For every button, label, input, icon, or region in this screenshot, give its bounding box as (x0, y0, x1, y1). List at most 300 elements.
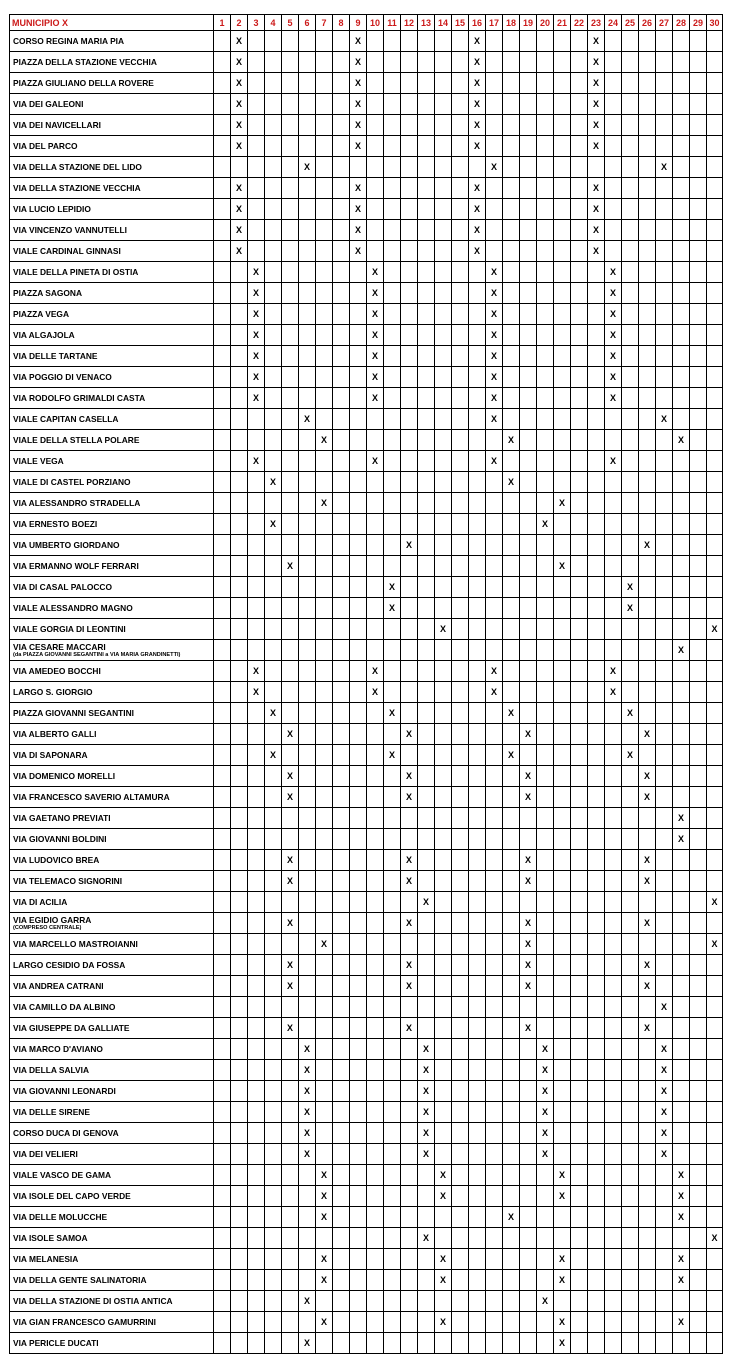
schedule-cell (622, 1123, 639, 1144)
schedule-cell (350, 1144, 367, 1165)
schedule-cell (690, 682, 707, 703)
schedule-cell (316, 1123, 333, 1144)
schedule-mark: X (248, 304, 265, 325)
schedule-cell (707, 766, 723, 787)
schedule-cell (418, 1312, 435, 1333)
schedule-cell (520, 1249, 537, 1270)
schedule-cell (503, 640, 520, 661)
schedule-cell (520, 31, 537, 52)
street-name-cell (10, 472, 214, 493)
schedule-cell (469, 367, 486, 388)
schedule-mark: X (367, 661, 384, 682)
schedule-cell (588, 346, 605, 367)
schedule-mark: X (282, 955, 299, 976)
schedule-cell (673, 1018, 690, 1039)
schedule-cell (282, 178, 299, 199)
schedule-cell (656, 94, 673, 115)
schedule-cell (367, 1291, 384, 1312)
schedule-cell (350, 913, 367, 934)
schedule-cell (248, 976, 265, 997)
street-name: LARGO S. GIORGIO (13, 686, 93, 697)
schedule-cell (605, 1228, 622, 1249)
schedule-cell (452, 52, 469, 73)
schedule-mark: X (282, 871, 299, 892)
schedule-cell (588, 640, 605, 661)
schedule-cell (418, 934, 435, 955)
schedule-mark: X (401, 976, 418, 997)
table-row (10, 766, 723, 787)
street-name-cell (10, 1102, 214, 1123)
schedule-cell (214, 598, 231, 619)
schedule-cell (452, 451, 469, 472)
schedule-cell (639, 1270, 656, 1291)
schedule-cell (367, 1228, 384, 1249)
street-name-cell (10, 220, 214, 241)
schedule-cell (571, 31, 588, 52)
street-name: VIA LUDOVICO BREA (13, 854, 100, 865)
table-row (10, 598, 723, 619)
schedule-cell (622, 661, 639, 682)
schedule-cell (282, 640, 299, 661)
schedule-cell (486, 199, 503, 220)
schedule-cell (673, 535, 690, 556)
schedule-cell (231, 640, 248, 661)
schedule-cell (401, 1249, 418, 1270)
schedule-cell (384, 1312, 401, 1333)
schedule-cell (707, 1081, 723, 1102)
schedule-cell (299, 703, 316, 724)
schedule-cell (605, 976, 622, 997)
schedule-cell (503, 1144, 520, 1165)
street-name-cell (10, 304, 214, 325)
day-header-19: 19 (520, 15, 537, 31)
schedule-cell (639, 178, 656, 199)
schedule-cell (673, 514, 690, 535)
schedule-cell (537, 409, 554, 430)
schedule-mark: X (401, 1018, 418, 1039)
schedule-cell (350, 892, 367, 913)
schedule-cell (282, 94, 299, 115)
schedule-cell (282, 1333, 299, 1354)
schedule-cell (571, 325, 588, 346)
schedule-cell (401, 283, 418, 304)
schedule-cell (299, 556, 316, 577)
schedule-cell (571, 745, 588, 766)
schedule-cell (248, 640, 265, 661)
schedule-cell (333, 1060, 350, 1081)
schedule-cell (231, 1186, 248, 1207)
schedule-cell (435, 430, 452, 451)
schedule-cell (622, 367, 639, 388)
schedule-cell (384, 787, 401, 808)
schedule-cell (588, 1165, 605, 1186)
schedule-cell (605, 1333, 622, 1354)
schedule-cell (231, 1312, 248, 1333)
schedule-cell (588, 1018, 605, 1039)
day-header-8: 8 (333, 15, 350, 31)
schedule-mark: X (656, 409, 673, 430)
schedule-cell (401, 73, 418, 94)
schedule-cell (537, 388, 554, 409)
schedule-cell (316, 535, 333, 556)
schedule-cell (486, 955, 503, 976)
schedule-cell (690, 1060, 707, 1081)
schedule-cell (401, 94, 418, 115)
schedule-mark: X (418, 892, 435, 913)
schedule-cell (333, 430, 350, 451)
schedule-cell (214, 745, 231, 766)
schedule-mark: X (316, 1312, 333, 1333)
schedule-cell (350, 451, 367, 472)
schedule-cell (384, 199, 401, 220)
schedule-cell (214, 1186, 231, 1207)
schedule-cell (520, 808, 537, 829)
schedule-cell (690, 241, 707, 262)
schedule-cell (571, 1165, 588, 1186)
street-name-cell (10, 1144, 214, 1165)
schedule-mark: X (588, 220, 605, 241)
schedule-cell (605, 73, 622, 94)
schedule-mark: X (401, 787, 418, 808)
schedule-cell (265, 409, 282, 430)
schedule-cell (333, 598, 350, 619)
schedule-cell (520, 451, 537, 472)
schedule-cell (435, 52, 452, 73)
schedule-cell (639, 1249, 656, 1270)
schedule-cell (554, 1123, 571, 1144)
schedule-cell (656, 955, 673, 976)
schedule-cell (690, 577, 707, 598)
schedule-cell (605, 178, 622, 199)
street-name-cell (10, 1270, 214, 1291)
schedule-cell (673, 451, 690, 472)
schedule-cell (605, 808, 622, 829)
schedule-cell (571, 346, 588, 367)
schedule-cell (690, 1123, 707, 1144)
schedule-cell (452, 1270, 469, 1291)
schedule-cell (333, 115, 350, 136)
schedule-mark: X (503, 472, 520, 493)
schedule-cell (248, 913, 265, 934)
table-row (10, 1060, 723, 1081)
schedule-cell (367, 1018, 384, 1039)
schedule-cell (486, 640, 503, 661)
schedule-cell (690, 157, 707, 178)
schedule-cell (282, 598, 299, 619)
schedule-mark: X (639, 1018, 656, 1039)
schedule-cell (503, 304, 520, 325)
schedule-cell (265, 1039, 282, 1060)
schedule-cell (673, 787, 690, 808)
schedule-cell (605, 598, 622, 619)
schedule-cell (469, 703, 486, 724)
street-name-cell (10, 724, 214, 745)
schedule-cell (452, 1081, 469, 1102)
schedule-cell (452, 640, 469, 661)
schedule-cell (401, 451, 418, 472)
schedule-cell (214, 514, 231, 535)
schedule-cell (656, 115, 673, 136)
schedule-cell (316, 1102, 333, 1123)
schedule-cell (605, 955, 622, 976)
day-header-23: 23 (588, 15, 605, 31)
schedule-cell (673, 367, 690, 388)
schedule-cell (673, 262, 690, 283)
schedule-mark: X (401, 871, 418, 892)
schedule-cell (248, 493, 265, 514)
schedule-cell (265, 220, 282, 241)
schedule-cell (299, 472, 316, 493)
schedule-cell (231, 703, 248, 724)
schedule-mark: X (588, 199, 605, 220)
schedule-cell (690, 535, 707, 556)
schedule-cell (299, 283, 316, 304)
schedule-mark: X (673, 829, 690, 850)
schedule-mark: X (435, 1249, 452, 1270)
schedule-cell (605, 1165, 622, 1186)
schedule-cell (214, 619, 231, 640)
schedule-cell (333, 787, 350, 808)
schedule-cell (673, 745, 690, 766)
schedule-cell (690, 514, 707, 535)
schedule-cell (333, 304, 350, 325)
schedule-cell (673, 703, 690, 724)
street-name: VIA DEI GALEONI (13, 98, 84, 109)
schedule-cell (469, 1102, 486, 1123)
schedule-cell (554, 1228, 571, 1249)
schedule-cell (707, 535, 723, 556)
day-header-2: 2 (231, 15, 248, 31)
schedule-cell (469, 283, 486, 304)
schedule-mark: X (588, 136, 605, 157)
schedule-cell (350, 535, 367, 556)
schedule-cell (656, 850, 673, 871)
schedule-cell (707, 1165, 723, 1186)
schedule-cell (605, 409, 622, 430)
street-name: VIA RODOLFO GRIMALDI CASTA (13, 392, 146, 403)
schedule-cell (214, 451, 231, 472)
street-name: VIA DELLA GENTE SALINATORIA (13, 1274, 147, 1285)
schedule-cell (299, 73, 316, 94)
schedule-cell (486, 976, 503, 997)
schedule-cell (520, 136, 537, 157)
schedule-cell (673, 199, 690, 220)
schedule-cell (520, 283, 537, 304)
schedule-cell (418, 997, 435, 1018)
schedule-cell (537, 640, 554, 661)
schedule-cell (486, 535, 503, 556)
schedule-cell (520, 367, 537, 388)
schedule-cell (214, 682, 231, 703)
schedule-cell (299, 640, 316, 661)
schedule-cell (282, 304, 299, 325)
street-name: VIA DEL PARCO (13, 140, 78, 151)
schedule-cell (554, 115, 571, 136)
schedule-cell (690, 199, 707, 220)
schedule-cell (435, 1228, 452, 1249)
schedule-mark: X (282, 913, 299, 934)
schedule-cell (418, 577, 435, 598)
schedule-mark: X (486, 304, 503, 325)
schedule-mark: X (639, 850, 656, 871)
schedule-cell (588, 514, 605, 535)
schedule-cell (469, 262, 486, 283)
schedule-cell (503, 1102, 520, 1123)
schedule-cell (554, 724, 571, 745)
schedule-cell (401, 598, 418, 619)
schedule-cell (588, 1144, 605, 1165)
schedule-mark: X (299, 1102, 316, 1123)
schedule-cell (435, 493, 452, 514)
schedule-cell (690, 73, 707, 94)
schedule-cell (350, 1186, 367, 1207)
street-name: LARGO CESIDIO DA FOSSA (13, 959, 126, 970)
street-name: VIA DELLE MOLUCCHE (13, 1211, 108, 1222)
schedule-cell (639, 1228, 656, 1249)
schedule-cell (605, 535, 622, 556)
schedule-cell (486, 619, 503, 640)
schedule-mark: X (350, 199, 367, 220)
schedule-cell (214, 430, 231, 451)
street-name-cell (10, 703, 214, 724)
schedule-cell (554, 787, 571, 808)
schedule-cell (231, 1333, 248, 1354)
street-name-cell (10, 199, 214, 220)
schedule-cell (469, 325, 486, 346)
schedule-mark: X (418, 1060, 435, 1081)
schedule-cell (299, 850, 316, 871)
table-row (10, 451, 723, 472)
schedule-cell (639, 115, 656, 136)
schedule-cell (350, 976, 367, 997)
schedule-cell (452, 661, 469, 682)
schedule-cell (214, 892, 231, 913)
schedule-cell (588, 283, 605, 304)
schedule-cell (367, 934, 384, 955)
street-name-cell (10, 535, 214, 556)
schedule-cell (707, 808, 723, 829)
schedule-mark: X (605, 304, 622, 325)
schedule-cell (452, 73, 469, 94)
schedule-cell (554, 619, 571, 640)
schedule-cell (435, 640, 452, 661)
schedule-cell (452, 1060, 469, 1081)
schedule-cell (282, 934, 299, 955)
schedule-cell (486, 997, 503, 1018)
table-row (10, 1081, 723, 1102)
schedule-cell (231, 892, 248, 913)
schedule-cell (605, 136, 622, 157)
schedule-cell (265, 535, 282, 556)
schedule-cell (452, 871, 469, 892)
schedule-cell (673, 913, 690, 934)
schedule-cell (401, 367, 418, 388)
schedule-cell (469, 1207, 486, 1228)
schedule-cell (537, 283, 554, 304)
schedule-cell (248, 808, 265, 829)
schedule-cell (571, 703, 588, 724)
schedule-cell (486, 472, 503, 493)
schedule-cell (520, 1312, 537, 1333)
street-name: VIA ISOLE SAMOA (13, 1232, 88, 1243)
schedule-cell (384, 661, 401, 682)
schedule-cell (571, 367, 588, 388)
schedule-cell (486, 850, 503, 871)
schedule-cell (520, 745, 537, 766)
schedule-cell (265, 1228, 282, 1249)
schedule-mark: X (707, 1228, 723, 1249)
schedule-cell (214, 787, 231, 808)
schedule-cell (486, 598, 503, 619)
schedule-mark: X (673, 1312, 690, 1333)
schedule-cell (248, 1333, 265, 1354)
schedule-cell (486, 892, 503, 913)
schedule-cell (333, 745, 350, 766)
schedule-cell (469, 682, 486, 703)
schedule-cell (299, 31, 316, 52)
schedule-cell (248, 199, 265, 220)
schedule-cell (350, 829, 367, 850)
schedule-cell (690, 703, 707, 724)
schedule-cell (554, 94, 571, 115)
schedule-cell (265, 1207, 282, 1228)
table-row (10, 724, 723, 745)
schedule-cell (418, 367, 435, 388)
schedule-cell (282, 535, 299, 556)
schedule-cell (265, 682, 282, 703)
schedule-mark: X (316, 1270, 333, 1291)
schedule-cell (571, 136, 588, 157)
schedule-cell (384, 1291, 401, 1312)
schedule-mark: X (520, 955, 537, 976)
schedule-cell (656, 535, 673, 556)
schedule-cell (503, 1291, 520, 1312)
schedule-cell (571, 1039, 588, 1060)
schedule-cell (265, 661, 282, 682)
schedule-cell (639, 1123, 656, 1144)
schedule-mark: X (469, 73, 486, 94)
schedule-sheet (9, 14, 723, 1354)
schedule-cell (231, 514, 248, 535)
schedule-cell (622, 136, 639, 157)
schedule-cell (571, 1081, 588, 1102)
schedule-cell (673, 241, 690, 262)
schedule-cell (537, 451, 554, 472)
schedule-cell (401, 1039, 418, 1060)
schedule-cell (265, 73, 282, 94)
schedule-cell (231, 1039, 248, 1060)
schedule-cell (384, 430, 401, 451)
street-name-cell (10, 136, 214, 157)
schedule-cell (299, 829, 316, 850)
schedule-mark: X (520, 1018, 537, 1039)
schedule-cell (350, 682, 367, 703)
schedule-cell (231, 661, 248, 682)
schedule-cell (350, 1312, 367, 1333)
schedule-cell (520, 997, 537, 1018)
schedule-cell (503, 1228, 520, 1249)
schedule-cell (656, 220, 673, 241)
schedule-cell (248, 892, 265, 913)
schedule-cell (316, 262, 333, 283)
schedule-cell (282, 829, 299, 850)
table-row (10, 514, 723, 535)
street-name-cell (10, 892, 214, 913)
schedule-cell (622, 430, 639, 451)
schedule-cell (333, 52, 350, 73)
street-name-cell (10, 1123, 214, 1144)
schedule-cell (333, 73, 350, 94)
